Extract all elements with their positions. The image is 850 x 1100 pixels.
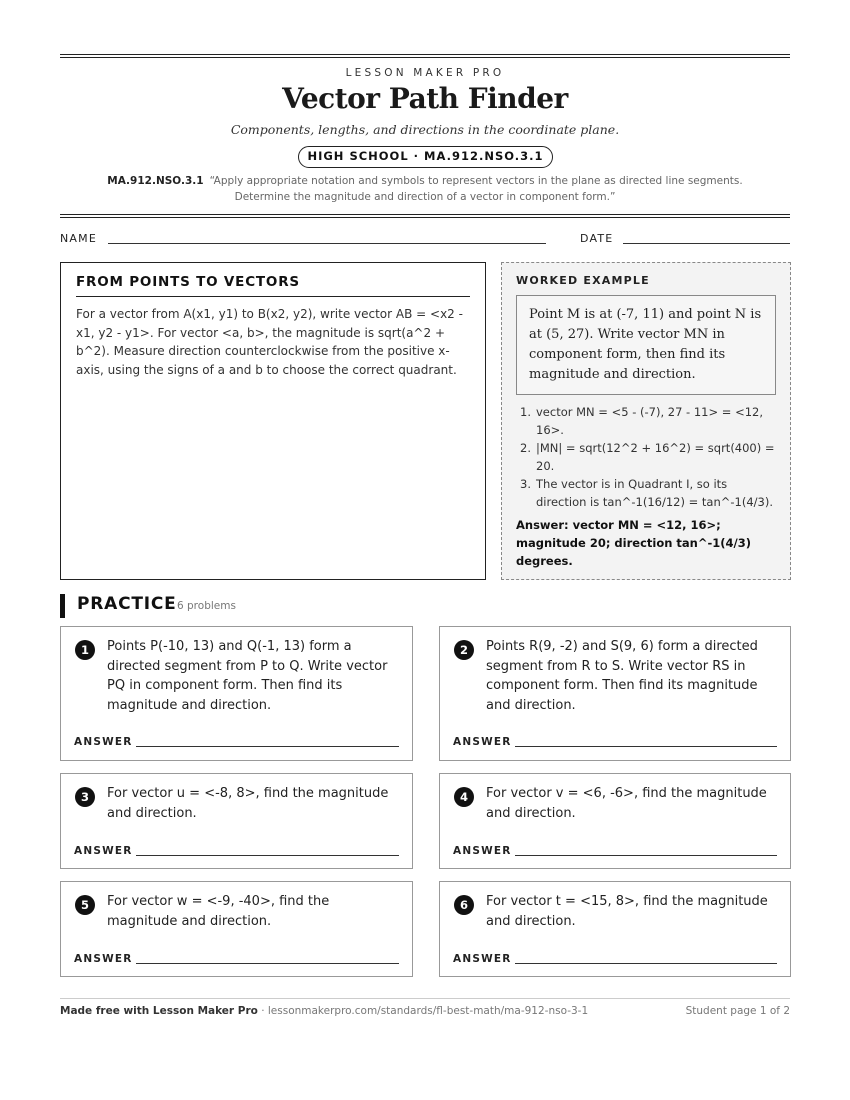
footer-separator: · (257, 1005, 268, 1017)
example-answer: Answer: vector MN = <12, 16>; magnitude 20; direction tan^-1(4/3) degrees. (516, 518, 751, 568)
answer-label: ANSWER (74, 736, 133, 748)
answer-field[interactable] (515, 855, 777, 856)
example-heading: WORKED EXAMPLE (516, 274, 650, 287)
answer-label: ANSWER (453, 845, 512, 857)
problem-number-badge: 5 (75, 895, 95, 915)
footer-page-number: Student page 1 of 2 (685, 1005, 790, 1017)
practice-problem-1 (60, 626, 413, 761)
practice-problem-4 (439, 773, 791, 869)
grade-standard-pill: HIGH SCHOOL · MA.912.NSO.3.1 (298, 146, 553, 168)
answer-field[interactable] (515, 963, 777, 964)
practice-heading: PRACTICE (77, 594, 177, 614)
problem-text: For vector v = <6, -6>, find the magnitude and direction. (486, 786, 767, 821)
answer-field[interactable] (136, 963, 399, 964)
problem-text: For vector t = <15, 8>, find the magnitude and direction. (486, 894, 768, 929)
footer-credit (60, 1005, 588, 1017)
answer-label: ANSWER (74, 953, 133, 965)
step-number: 1. (520, 405, 531, 419)
date-field[interactable] (623, 243, 790, 244)
date-label: DATE (580, 232, 614, 245)
answer-label: ANSWER (453, 736, 512, 748)
problem-text: Points R(9, -2) and S(9, 6) form a directed segment from R to S. Write vector RS in component form. Then find its magnitude and direction. (486, 639, 758, 713)
problem-text: For vector u = <-8, 8>, find the magnitude and direction. (107, 786, 389, 821)
footer-made-with: Made free with Lesson Maker Pro (60, 1005, 258, 1017)
top-rule (60, 54, 790, 58)
problem-text: Points P(-10, 13) and Q(-1, 13) form a directed segment from P to Q. Write vector PQ in component form. Then find its magnitude and direction. (107, 639, 388, 713)
problem-text: For vector w = <-9, -40>, find the magnitude and direction. (107, 894, 330, 929)
step-text: |MN| = sqrt(12^2 + 16^2) = sqrt(400) = 20. (536, 441, 775, 473)
problem-number-badge: 2 (454, 640, 474, 660)
standard-code: MA.912.NSO.3.1 (107, 175, 204, 187)
problem-number-badge: 1 (75, 640, 95, 660)
problem-number-badge: 4 (454, 787, 474, 807)
problem-number-badge: 3 (75, 787, 95, 807)
answer-field[interactable] (136, 855, 399, 856)
practice-problem-6 (439, 881, 791, 977)
practice-accent-bar (60, 594, 65, 618)
standard-statement (78, 173, 772, 205)
page-title: Vector Path Finder (282, 82, 568, 115)
header-bottom-rule (60, 214, 790, 218)
concept-heading: FROM POINTS TO VECTORS (76, 274, 470, 297)
worked-example-box (501, 262, 791, 580)
step-text: vector MN = <5 - (-7), 27 - 11> = <12, 16>. (536, 405, 764, 437)
example-step (516, 475, 776, 511)
example-step (516, 439, 776, 475)
practice-problem-5 (60, 881, 413, 977)
concept-box (60, 262, 486, 580)
footer-url[interactable]: lessonmakerpro.com/standards/fl-best-math/ma-912-nso-3-1 (267, 1005, 589, 1017)
example-problem: Point M is at (-7, 11) and point N is at (5, 27). Write vector MN in component form, then find its magnitude and direction. (516, 295, 776, 395)
standard-text: “Apply appropriate notation and symbols to represent vectors in the plane as directed line segments. Determine the magnitude and direction of a vector in component form.” (209, 175, 743, 203)
practice-problem-3 (60, 773, 413, 869)
concept-body: For a vector from A(x1, y1) to B(x2, y2), write vector AB = <x2 - x1, y2 - y1>. For vector <a, b>, the magnitude is sqrt(a^2 + b^2). Measure direction counterclockwise from the positive x-axis, using the signs of a and b to choose the correct quadrant. (76, 307, 463, 377)
answer-label: ANSWER (74, 845, 133, 857)
step-number: 3. (520, 477, 531, 491)
answer-field[interactable] (515, 746, 777, 747)
problem-number-badge: 6 (454, 895, 474, 915)
footer-rule (60, 998, 790, 999)
brand-name: LESSON MAKER PRO (345, 67, 505, 79)
example-step (516, 403, 776, 439)
name-label: NAME (60, 232, 97, 245)
practice-problem-2 (439, 626, 791, 761)
answer-field[interactable] (136, 746, 399, 747)
name-field[interactable] (108, 243, 546, 244)
step-number: 2. (520, 441, 531, 455)
page-subtitle: Components, lengths, and directions in the coordinate plane. (230, 122, 620, 137)
step-text: The vector is in Quadrant I, so its direction is tan^-1(16/12) = tan^-1(4/3). (536, 477, 773, 509)
answer-label: ANSWER (453, 953, 512, 965)
example-steps (516, 403, 776, 511)
practice-count: 6 problems (177, 600, 236, 612)
